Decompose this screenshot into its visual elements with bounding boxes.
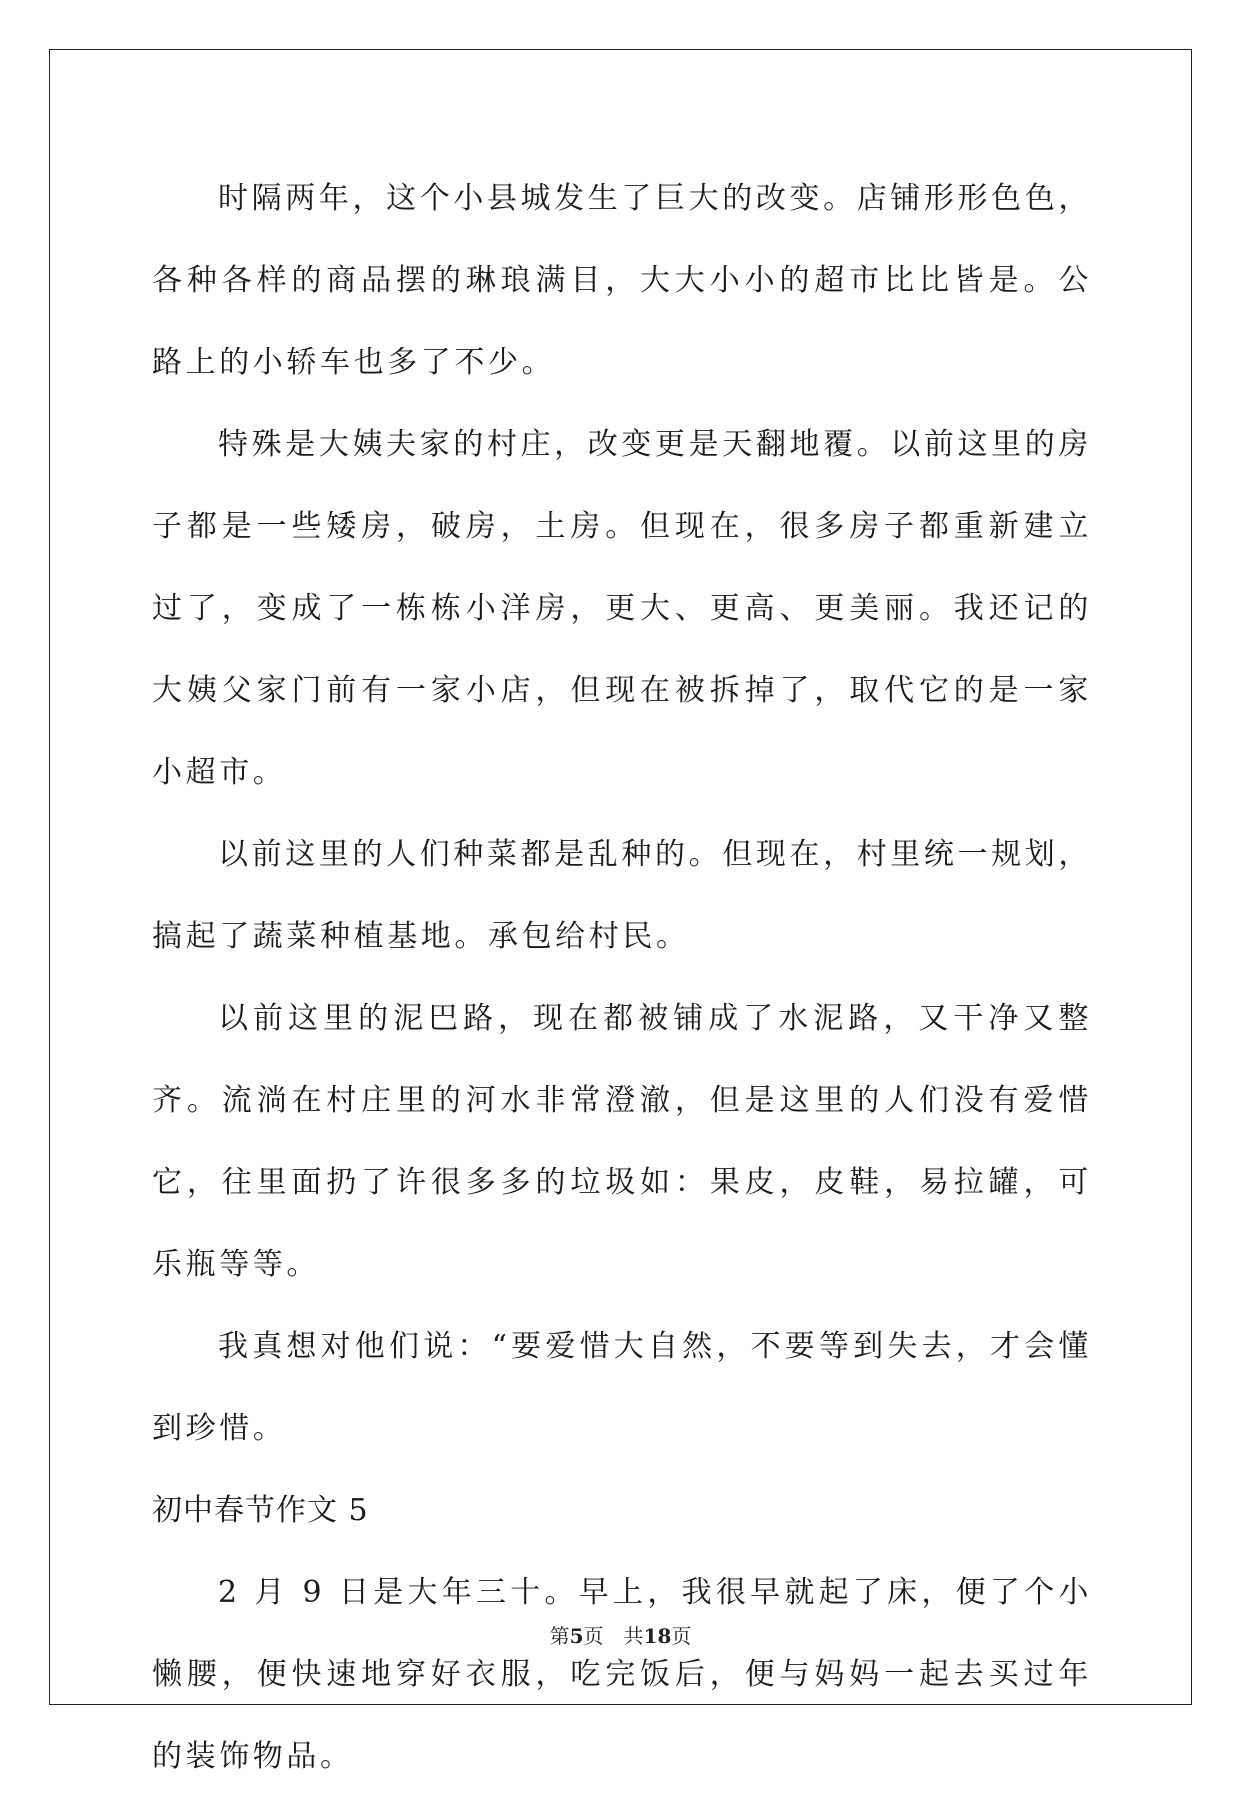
section-title: 初中春节作文 5 [152,1493,369,1528]
page-footer [0,1620,1241,1649]
paragraph: 时隔两年，这个小县城发生了巨大的改变。店铺形形色色，各种各样的商品摆的琳琅满目，大大小小的超市比比皆是。公路上的小轿车也多了不少。 [152,181,1092,380]
footer-total-suffix: 页 [671,1624,692,1648]
paragraph: 以前这里的泥巴路，现在都被铺成了水泥路，又干净又整齐。流淌在村庄里的河水非常澄澈，但是这里的人们没有爱惜它，往里面扔了许很多多的垃圾如：果皮，皮鞋，易拉罐，可乐瓶等等。 [152,1001,1092,1282]
footer-page-suffix: 页 共 [583,1624,644,1648]
paragraph: 特殊是大姨夫家的村庄，改变更是天翻地覆。以前这里的房子都是一些矮房，破房，土房。但现在，很多房子都重新建立过了，变成了一栋栋小洋房，更大、更高、更美丽。我还记的大姨父家门前有一家小店，但现在被拆掉了，取代它的是一家小超市。 [152,427,1092,790]
total-pages: 18 [643,1624,672,1648]
paragraph: 以前这里的人们种菜都是乱种的。但现在，村里统一规划，搞起了蔬菜种植基地。承包给村民。 [152,837,1092,954]
paragraph: 2 月 9 日是大年三十。早上，我很早就起了床，便了个小懒腰，便快速地穿好衣服，吃完饭后，便与妈妈一起去买过年的装饰物品。 [152,1575,1092,1774]
footer-prefix: 第 [549,1624,570,1648]
page-number: 5 [569,1624,584,1648]
document-body [152,158,1092,1798]
paragraph: 我真想对他们说：“要爱惜大自然，不要等到失去，才会懂到珍惜。 [152,1329,1092,1446]
